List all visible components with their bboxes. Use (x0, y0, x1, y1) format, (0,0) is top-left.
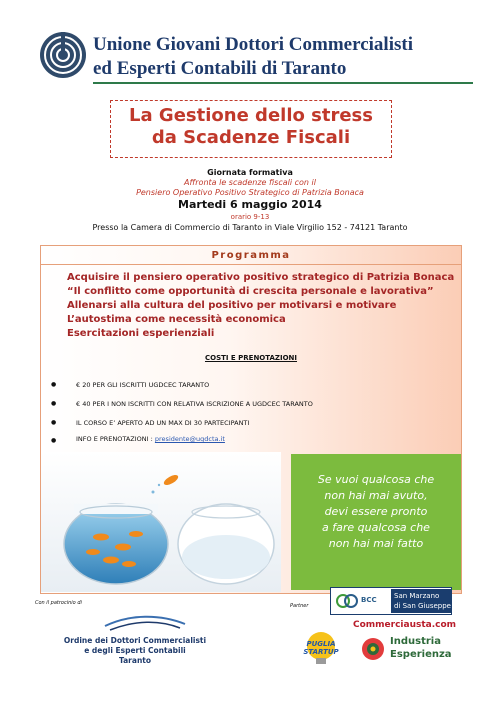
industria-esperienza-icon (360, 636, 386, 662)
quote-line: non hai mai fatto (328, 537, 424, 550)
ordine-name-line1: Ordine dei Dottori Commercialisti (63, 636, 207, 645)
puglia-startup-logo (292, 630, 350, 666)
org-name-line1: Unione Giovani Dottori Commercialisti (93, 34, 413, 55)
bcc-name-line2: di San Giuseppe (394, 602, 451, 610)
partner-label: Partner (290, 603, 309, 609)
programme-title: Programma (211, 250, 291, 261)
quote-line: devi essere pronto (324, 505, 428, 518)
bcc-name-line1: San Marzano (394, 592, 440, 600)
event-title-line2: da Scadenze Fiscali (151, 127, 351, 148)
quote-box (291, 454, 461, 590)
esperienza-text: Esperienza (390, 649, 452, 660)
event-title-line1: La Gestione dello stress (129, 105, 373, 126)
cost-item: IL CORSO E’ APERTO AD UN MAX DI 30 PARTECIPANTI (76, 419, 250, 427)
bullet-icon: ● (51, 419, 57, 426)
event-type: Giornata formativa (207, 168, 293, 177)
event-subtitle-line2: Pensiero Operativo Positivo Strategico di Patrizia Bonaca (136, 188, 364, 197)
programme-box (40, 245, 462, 594)
industria-text: Industria (390, 636, 441, 647)
event-subtitle-line1: Affronta le scadenze fiscali con il (184, 178, 316, 187)
bcc-logo (330, 587, 452, 615)
event-date: Martedi 6 maggio 2014 (178, 198, 322, 211)
programme-item: Allenarsi alla cultura del positivo per motivarsi e motivare (67, 300, 397, 311)
info-line (76, 435, 225, 443)
programme-item: Esercitazioni esperienziali (67, 328, 215, 339)
programme-item: “Il conflitto come opportunità di crescita personale e lavorativa” (67, 286, 434, 297)
event-title-box (110, 100, 392, 158)
info-label: INFO E PRENOTAZIONI : (76, 435, 155, 443)
ordine-name-line3: Taranto (118, 656, 152, 665)
ordine-name-line2: e degli Esperti Contabili (84, 646, 186, 655)
ordine-logo-icon (100, 612, 190, 634)
programme-item: L’autostima come necessità economica (67, 314, 286, 325)
bullet-icon: ● (51, 400, 57, 407)
puglia-startup-text: PUGLIA STARTUP (303, 640, 339, 656)
cost-item: € 40 PER I NON ISCRITTI CON RELATIVA ISCRIZIONE A UGDCEC TARANTO (76, 400, 313, 408)
costs-title: COSTI E PRENOTAZIONI (204, 354, 298, 362)
event-hours: orario 9-13 (230, 213, 270, 221)
quote-text (291, 472, 461, 552)
info-email-link[interactable]: presidente@ugdcta.it (154, 435, 225, 443)
ugdcec-logo-icon (38, 30, 88, 80)
event-venue: Presso la Camera di Commercio di Taranto in Viale Virgilio 152 - 74121 Taranto (92, 223, 408, 232)
org-name-line2: ed Esperti Contabili di Taranto (93, 58, 347, 79)
quote-line: Se vuoi qualcosa che (317, 473, 435, 486)
quote-line: a fare qualcosa che (322, 521, 430, 534)
cost-item: € 20 PER GLI ISCRITTI UGDCEC TARANTO (76, 381, 210, 389)
bullet-icon: ● (51, 437, 57, 444)
fishbowl-image (41, 452, 281, 592)
header-divider (93, 82, 473, 84)
programme-divider (41, 264, 461, 265)
programme-item: Acquisire il pensiero operativo positivo strategico di Patrizia Bonaca (67, 272, 455, 283)
patronage-label: Con il patrocinio di (35, 600, 82, 606)
bcc-label: BCC (361, 596, 377, 604)
quote-line: non hai mai avuto, (324, 489, 428, 502)
bullet-icon: ● (51, 381, 57, 388)
commercialista-logo: Commerciausta.com (353, 620, 457, 630)
bcc-name (391, 589, 451, 613)
bcc-icon (335, 593, 359, 609)
